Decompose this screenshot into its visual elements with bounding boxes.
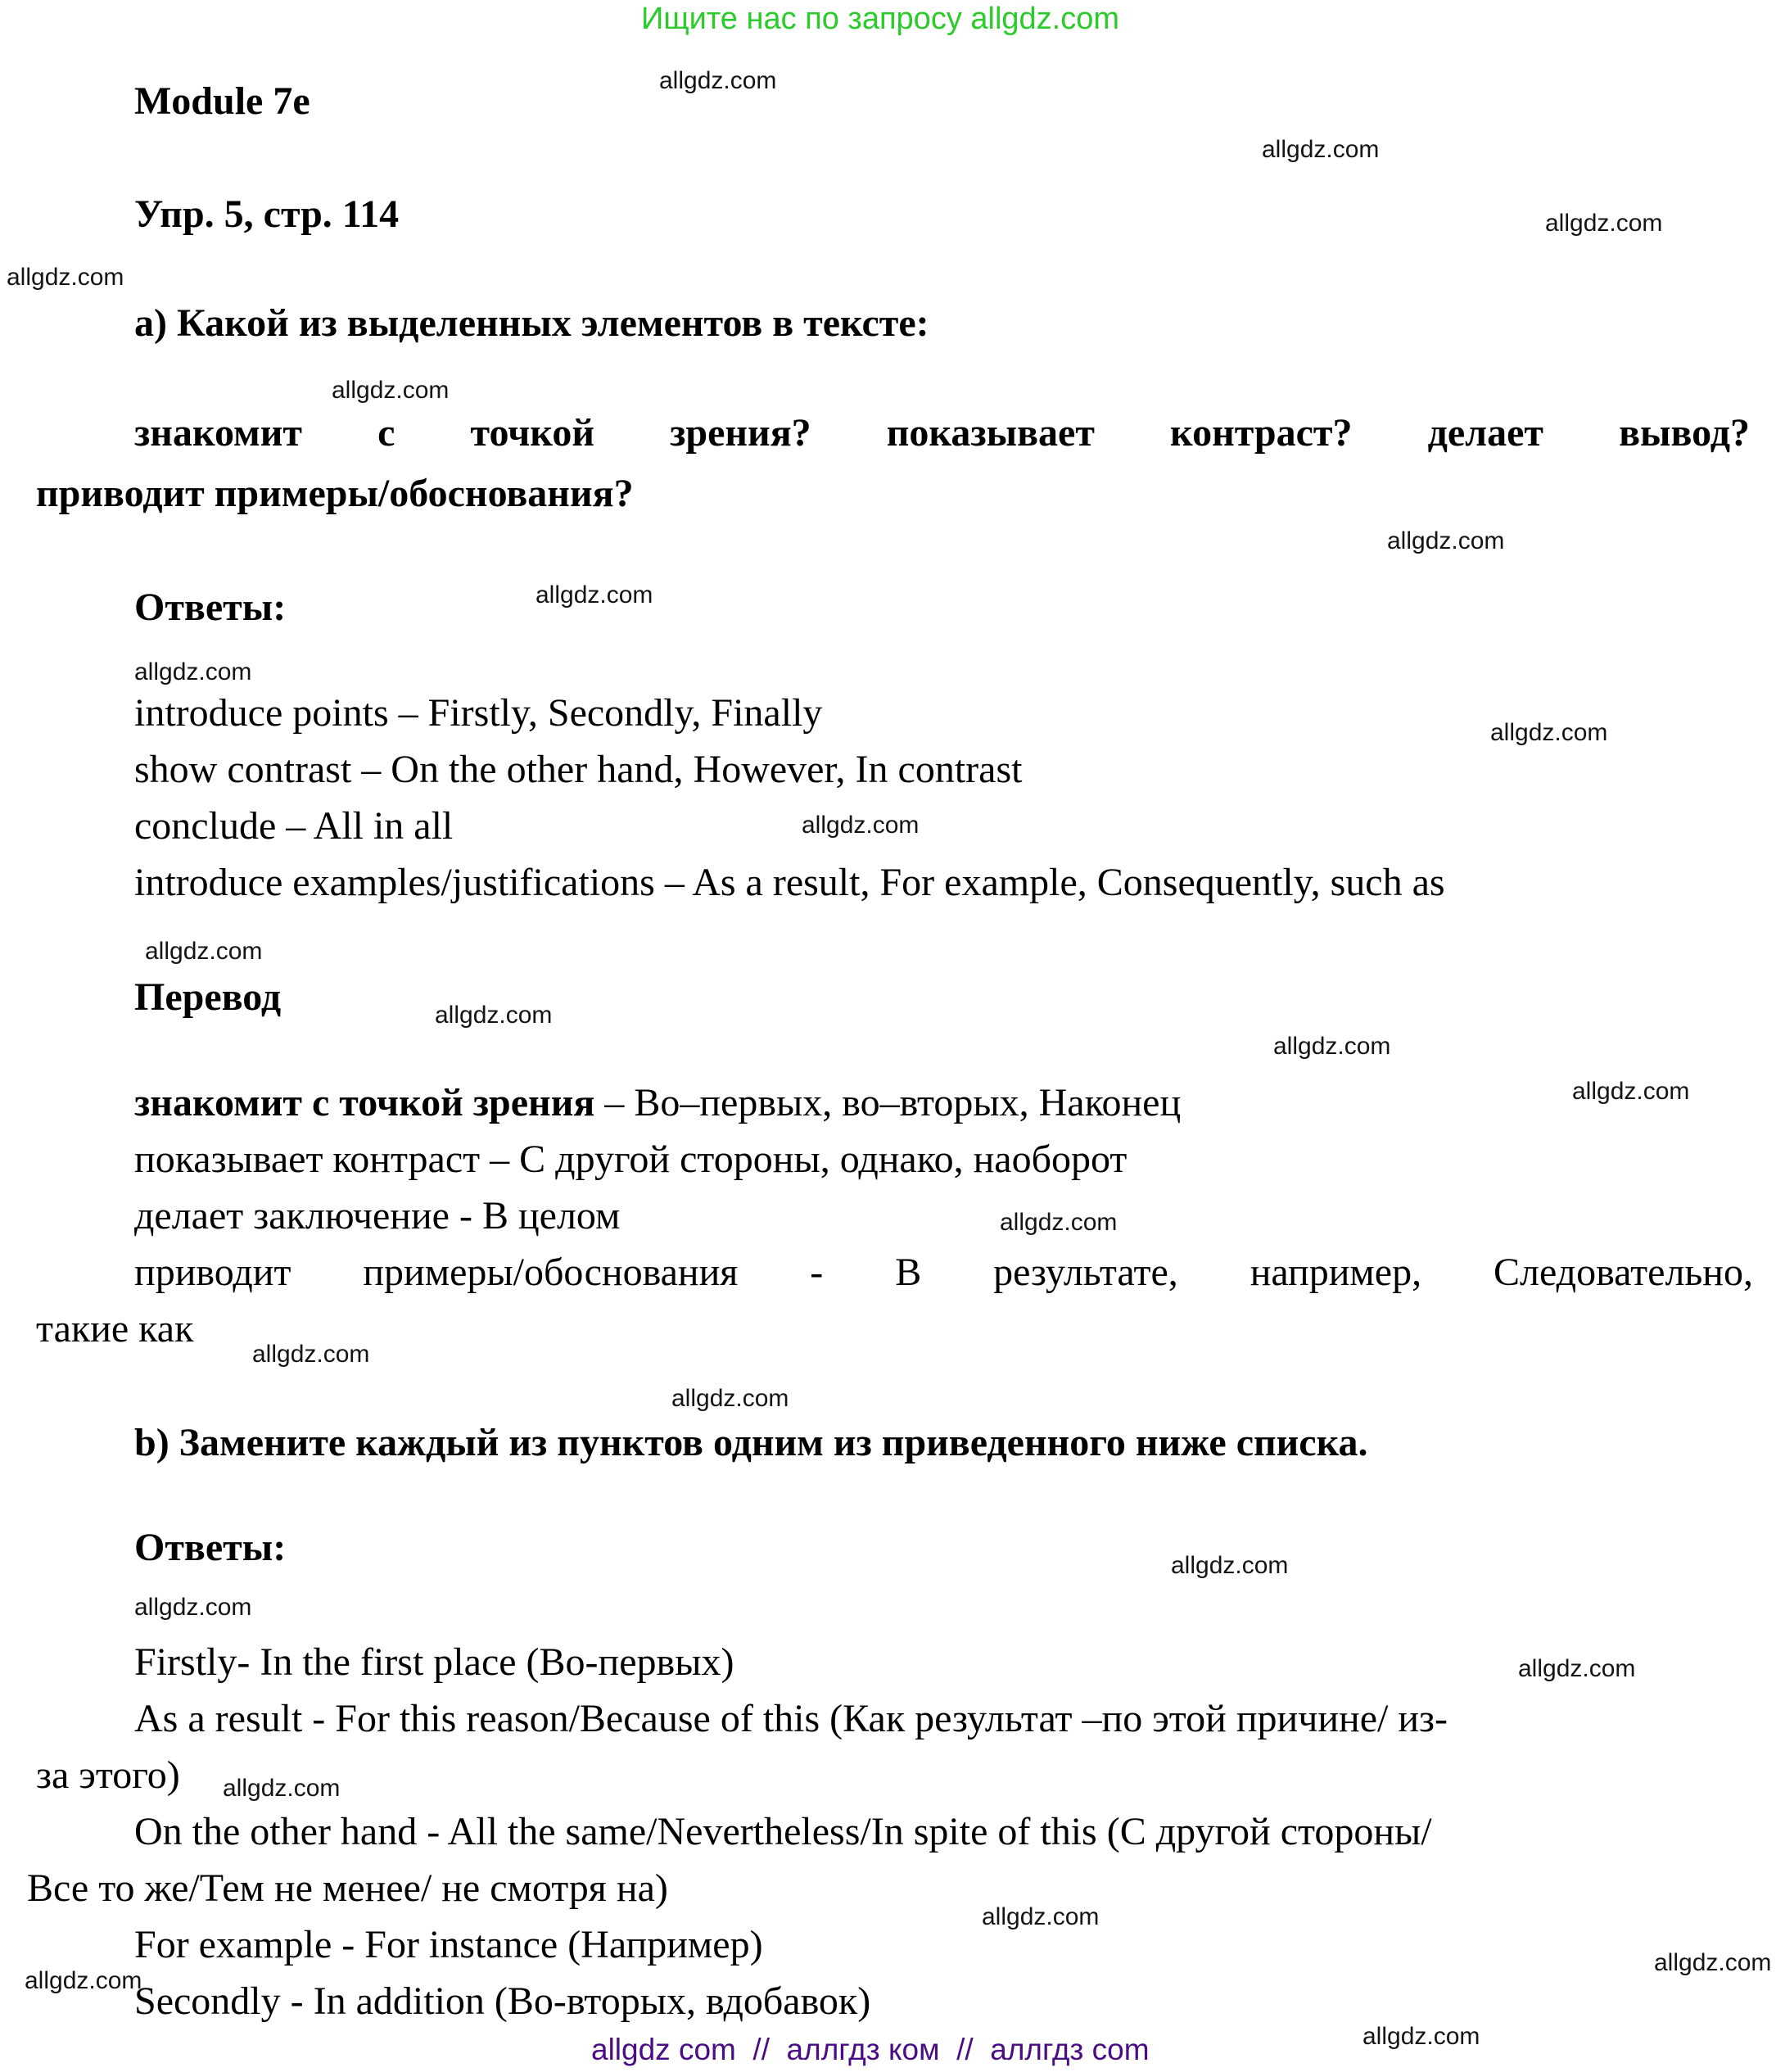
heading-module: Module 7e [134, 79, 310, 123]
watermark-text: allgdz.com [332, 377, 450, 404]
watermark-text: allgdz.com [659, 67, 777, 94]
watermark-text: allgdz.com [1572, 1078, 1690, 1105]
heading-exercise: Упр. 5, стр. 114 [134, 192, 400, 236]
footer-watermark: allgdz com // аллгдз ком // аллгдз com [591, 2033, 1150, 2066]
watermark-text: allgdz.com [223, 1775, 341, 1802]
watermark-text: allgdz.com [1545, 210, 1663, 237]
watermark-text: allgdz.com [145, 938, 263, 965]
translation-line-bold-run: знакомит с точкой зрения [134, 1081, 595, 1124]
answer-a-line: show contrast – On the other hand, However, In contrast [134, 748, 1023, 791]
watermark-text: allgdz.com [134, 658, 252, 685]
watermark-text: allgdz.com [1654, 1949, 1772, 1976]
heading-part-a: а) Какой из выделенных элементов в тексте: [134, 301, 929, 345]
heading-part-b: b) Замените каждый из пунктов одним из приведенного ниже списка. [134, 1421, 1368, 1464]
watermark-text: allgdz.com [802, 812, 920, 839]
translation-line: приводит примеры/обоснования - В результате, например, Следовательно, [134, 1251, 1753, 1294]
watermark-text: allgdz.com [1171, 1552, 1289, 1579]
answer-b-line: On the other hand - All the same/Nevertheless/In spite of this (С другой стороны/ [134, 1810, 1432, 1853]
watermark-text: allgdz.com [1262, 136, 1380, 163]
question-line-1: знакомит с точкой зрения? показывает контраст? делает вывод? [134, 411, 1750, 455]
translation-line: показывает контраст – С другой стороны, однако, наоборот [134, 1138, 1128, 1181]
watermark-text: allgdz.com [982, 1903, 1100, 1930]
watermark-text: allgdz.com [1490, 719, 1608, 746]
watermark-text: allgdz.com [25, 1967, 142, 1994]
top-banner: Ищите нас по запросу allgdz.com [641, 2, 1120, 36]
watermark-text: allgdz.com [1363, 2023, 1480, 2050]
watermark-text: allgdz.com [1273, 1033, 1391, 1060]
answer-b-line: Secondly - In addition (Во-вторых, вдобавок) [134, 1979, 871, 2023]
watermark-text: allgdz.com [435, 1002, 553, 1029]
answer-b-line: For example - For instance (Например) [134, 1923, 763, 1966]
watermark-text: allgdz.com [671, 1385, 789, 1412]
answer-a-line: introduce points – Firstly, Secondly, Finally [134, 691, 823, 735]
translation-label: Перевод [134, 975, 282, 1019]
answer-a-line: conclude – All in all [134, 804, 454, 848]
watermark-text: allgdz.com [1518, 1655, 1636, 1682]
answer-a-line: introduce examples/justifications – As a result, For example, Consequently, such as [134, 861, 1445, 904]
question-line-2: приводит примеры/обоснования? [36, 472, 634, 515]
watermark-text: allgdz.com [7, 264, 124, 291]
answers-a-label: Ответы: [134, 586, 287, 629]
translation-line: делает заключение - В целом [134, 1194, 621, 1237]
watermark-text: allgdz.com [1000, 1209, 1118, 1236]
watermark-text: allgdz.com [536, 581, 653, 608]
watermark-text: allgdz.com [134, 1594, 252, 1621]
answer-b-line: As a result - For this reason/Because of this (Как результат –по этой причине/ из- [134, 1697, 1448, 1740]
answer-b-line-wrap: за этого) [36, 1753, 180, 1797]
answers-b-label: Ответы: [134, 1526, 287, 1569]
answer-b-line: Firstly- In the first place (Во-первых) [134, 1640, 734, 1684]
translation-line [134, 1079, 1181, 1127]
translation-line-rest: – Во–первых, во–вторых, Наконец [594, 1081, 1182, 1124]
translation-line-wrap: такие как [36, 1307, 194, 1350]
watermark-text: allgdz.com [1387, 527, 1505, 554]
answer-b-line-wrap: Все то же/Тем не менее/ не смотря на) [27, 1866, 668, 1910]
watermark-text: allgdz.com [252, 1341, 370, 1368]
